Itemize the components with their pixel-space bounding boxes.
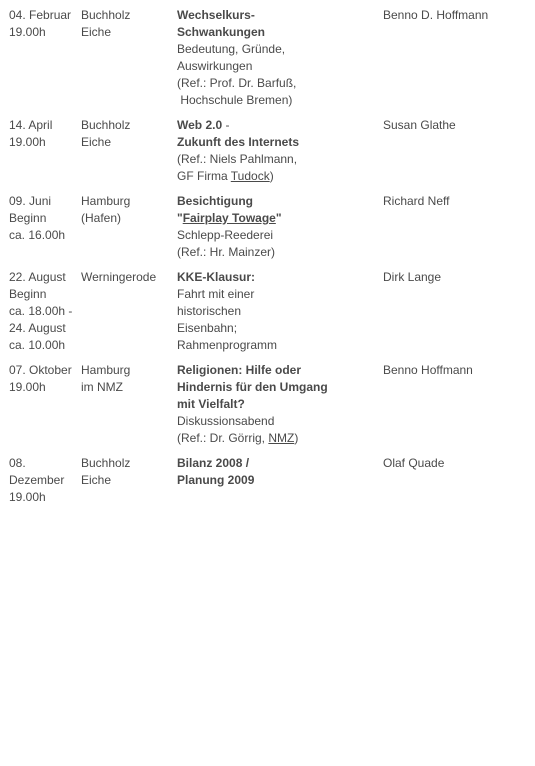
- event-location: Hamburg im NMZ: [81, 363, 131, 394]
- event-row: [9, 117, 529, 193]
- event-date: 08. Dezember 19.00h: [9, 456, 65, 504]
- event-title: "Fairplay Towage": [177, 211, 282, 225]
- event-title: Hindernis für den Umgang: [177, 380, 328, 394]
- tudock-link[interactable]: Tudock: [230, 169, 270, 183]
- event-description: historischen: [177, 304, 242, 318]
- event-organizer: Olaf Quade: [383, 456, 445, 470]
- event-row: [9, 362, 529, 455]
- event-description: (Ref.: Dr. Görrig, NMZ): [177, 431, 299, 445]
- event-date: 04. Februar 19.00h: [9, 8, 72, 39]
- event-topic: [177, 7, 383, 109]
- event-description: (Ref.: Hr. Mainzer): [177, 245, 276, 259]
- event-title: mit Vielfalt?: [177, 397, 245, 411]
- event-date: 14. April 19.00h: [9, 118, 53, 149]
- event-title: Web 2.0 -: [177, 118, 230, 132]
- event-location: Buchholz Eiche: [81, 456, 131, 487]
- event-description: Rahmenprogramm: [177, 338, 278, 352]
- event-location: Buchholz Eiche: [81, 118, 131, 149]
- event-location: Hamburg (Hafen): [81, 194, 131, 225]
- event-title: Wechselkurs-: [177, 8, 255, 22]
- event-topic: [177, 362, 383, 447]
- event-row: [9, 269, 529, 362]
- event-location: Werningerode: [81, 270, 157, 284]
- event-description: Fahrt mit einer: [177, 287, 255, 301]
- event-title: Religionen: Hilfe oder: [177, 363, 302, 377]
- event-topic: [177, 455, 383, 489]
- event-title: Zukunft des Internets: [177, 135, 300, 149]
- event-description: GF Firma Tudock): [177, 169, 274, 183]
- event-description: Eisenbahn;: [177, 321, 238, 335]
- event-organizer: Benno Hoffmann: [383, 363, 473, 377]
- event-row: [9, 455, 529, 531]
- event-description: Schlepp-Reederei: [177, 228, 274, 242]
- event-organizer: Susan Glathe: [383, 118, 456, 132]
- event-description: Auswirkungen: [177, 59, 253, 73]
- event-topic: [177, 117, 383, 185]
- fairplay-towage-link[interactable]: Fairplay Towage: [182, 211, 276, 225]
- event-description: Diskussionsabend: [177, 414, 275, 428]
- event-date: 22. August Beginn ca. 18.00h - 24. August ca. 10.00h: [9, 270, 73, 352]
- event-row: [9, 7, 529, 117]
- event-organizer: Dirk Lange: [383, 270, 442, 284]
- event-row: [9, 193, 529, 269]
- event-title: Besichtigung: [177, 194, 254, 208]
- event-title: Planung 2009: [177, 473, 255, 487]
- event-organizer: Richard Neff: [383, 194, 450, 208]
- event-schedule: [9, 7, 529, 531]
- event-title: Bilanz 2008 /: [177, 456, 250, 470]
- event-location: Buchholz Eiche: [81, 8, 131, 39]
- event-title: KKE-Klausur:: [177, 270, 256, 284]
- event-description: (Ref.: Niels Pahlmann,: [177, 152, 298, 166]
- event-date: 09. Juni Beginn ca. 16.00h: [9, 194, 66, 242]
- event-topic: [177, 193, 383, 261]
- event-date: 07. Oktober 19.00h: [9, 363, 72, 394]
- nmz-link[interactable]: NMZ: [268, 431, 295, 445]
- event-topic: [177, 269, 383, 354]
- event-description: Hochschule Bremen): [177, 93, 293, 107]
- event-description: Bedeutung, Gründe,: [177, 42, 286, 56]
- event-description: (Ref.: Prof. Dr. Barfuß,: [177, 76, 297, 90]
- event-organizer: Benno D. Hoffmann: [383, 8, 489, 22]
- event-title: Schwankungen: [177, 25, 266, 39]
